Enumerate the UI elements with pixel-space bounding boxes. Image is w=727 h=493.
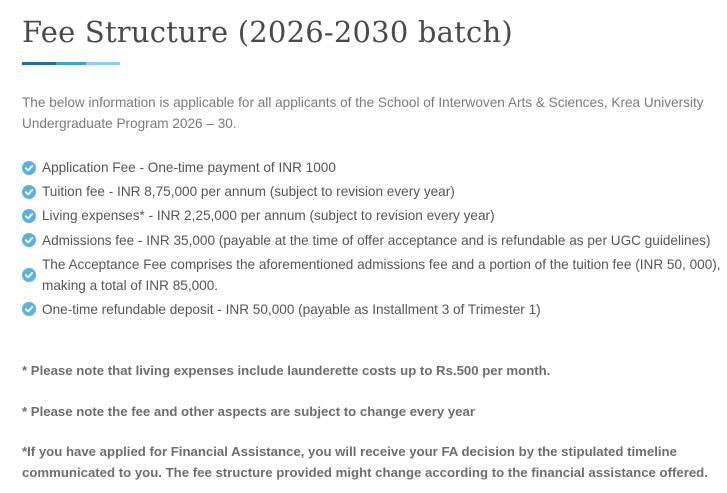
underline-segment-mid [56, 62, 86, 65]
note-financial-assistance: *If you have applied for Financial Assistance, you will receive your FA decision by the stipulated timeline communicated to you. The fee structure provided might change according to the financial assistance offered. [22, 444, 708, 480]
underline-segment-dark [22, 62, 56, 65]
check-circle-icon [22, 209, 36, 223]
fee-list [22, 157, 722, 323]
fee-item-tuition [22, 181, 722, 202]
fee-item-admissions [22, 230, 722, 251]
underline-segment-light [86, 62, 120, 65]
title-underline [22, 62, 120, 65]
page-title: Fee Structure (2026-2030 batch) [22, 15, 513, 49]
check-circle-icon [22, 302, 36, 316]
fee-item-text: One-time refundable deposit - INR 50,000 (payable as Installment 3 of Trimester 1) [42, 301, 541, 317]
fee-item-text: Application Fee - One-time payment of INR 1000 [42, 160, 336, 175]
note-fee-change: * Please note the fee and other aspects are subject to change every year [22, 404, 475, 419]
note-living-expenses: * Please note that living expenses include launderette costs up to Rs.500 per month. [22, 363, 551, 378]
check-circle-icon [22, 268, 36, 282]
check-circle-icon [22, 185, 36, 199]
fee-item-deposit [22, 299, 722, 320]
fee-item-text: Living expenses* - INR 2,25,000 per annum (subject to revision every year) [42, 208, 495, 224]
check-circle-icon [22, 233, 36, 247]
fee-item-living [22, 205, 722, 226]
fee-item-text: Tuition fee - INR 8,75,000 per annum (subject to revision every year) [42, 184, 455, 200]
fee-item-text: The Acceptance Fee comprises the aforementioned admissions fee and a portion of the tuition fee (INR 50, 000), making a total of INR 85,000. [42, 256, 721, 293]
fee-item-text: Admissions fee - INR 35,000 (payable at the time of offer acceptance and is refundable as per UGC guidelines) [42, 232, 711, 248]
intro-paragraph: The below information is applicable for all applicants of the School of Interwoven Arts & Sciences, Krea University Undergraduate Program 2026 – 30. [22, 95, 704, 131]
check-circle-icon [22, 161, 36, 175]
fee-item-acceptance [22, 254, 722, 296]
fee-item-application [22, 157, 722, 178]
